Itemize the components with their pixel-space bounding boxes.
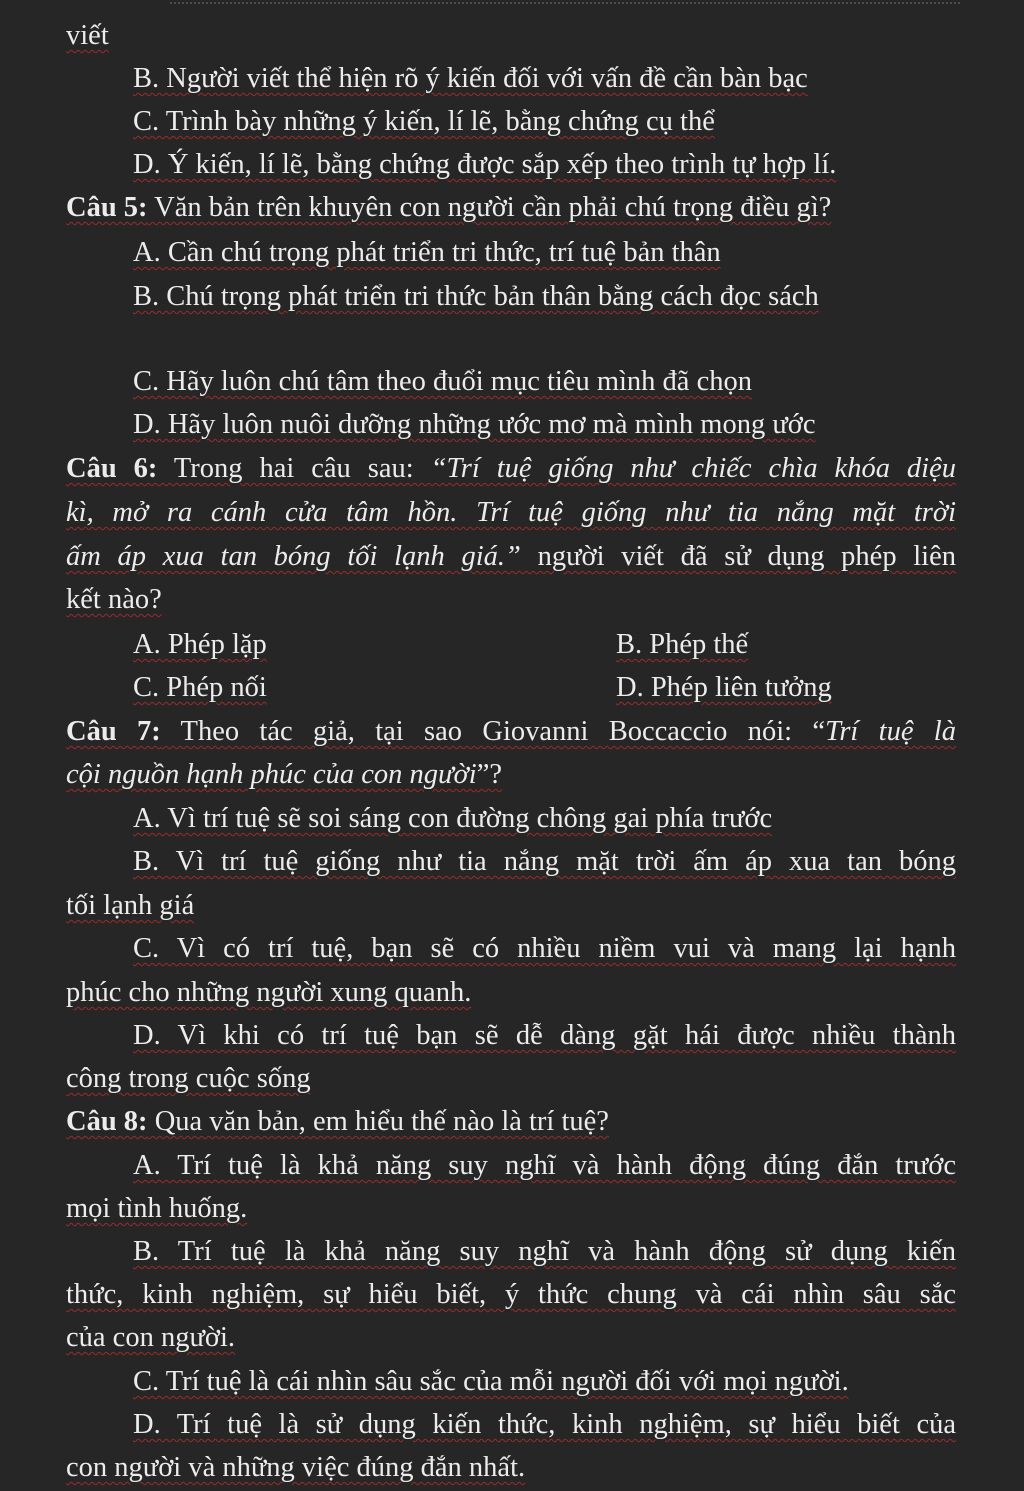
question-label: Câu 8:	[66, 1106, 148, 1137]
q7-option-d-cont: công trong cuộc sống	[66, 1063, 311, 1094]
q7-option-b: B. Vì trí tuệ giống như tia nắng mặt trời ấm áp xua tan bóng	[133, 846, 956, 877]
q8-option-b: B. Trí tuệ là khả năng suy nghĩ và hành động sử dụng kiến	[133, 1236, 956, 1267]
question-6: Câu 6: Trong hai câu sau: “Trí tuệ giống như chiếc chìa khóa diệu	[66, 453, 956, 484]
question-6-cont: kết nào?	[66, 584, 162, 615]
question-7: Câu 7: Theo tác giả, tại sao Giovanni Boccaccio nói: “Trí tuệ là	[66, 716, 956, 747]
q7-option-a: A. Vì trí tuệ sẽ soi sáng con đường chông gai phía trước	[133, 803, 773, 834]
question-6-cont: kì, mở ra cánh cửa tâm hồn. Trí tuệ giống như tia nắng mặt trời	[66, 497, 956, 528]
q8-option-a: A. Trí tuệ là khả năng suy nghĩ và hành động đúng đắn trước	[133, 1150, 956, 1181]
q6-option-d: D. Phép liên tưởng	[616, 672, 832, 703]
q6-option-b: B. Phép thế	[616, 629, 749, 660]
q7-option-c-cont: phúc cho những người xung quanh.	[66, 977, 472, 1008]
q7-option-d: D. Vì khi có trí tuệ bạn sẽ dễ dàng gặt hái được nhiều thành	[133, 1020, 956, 1051]
q5-option-d: D. Hãy luôn nuôi dưỡng những ước mơ mà mình mong ước	[133, 409, 816, 440]
question-label: Câu 7:	[66, 716, 161, 747]
option-d: D. Ý kiến, lí lẽ, bằng chứng được sắp xếp theo trình tự hợp lí.	[133, 149, 837, 180]
q5-option-c: C. Hãy luôn chú tâm theo đuổi mục tiêu mình đã chọn	[133, 366, 752, 397]
q8-option-a-cont: mọi tình huống.	[66, 1193, 248, 1224]
text-line: viết	[66, 20, 109, 51]
q7-option-c: C. Vì có trí tuệ, bạn sẽ có nhiều niềm vui và mang lại hạnh	[133, 933, 956, 964]
q8-option-b-cont: của con người.	[66, 1322, 236, 1353]
q8-option-c: C. Trí tuệ là cái nhìn sâu sắc của mỗi người đối với mọi người.	[133, 1366, 849, 1397]
question-7-cont: cội nguồn hạnh phúc của con người”?	[66, 759, 503, 790]
q6-option-c: C. Phép nối	[133, 672, 267, 703]
question-6-cont: ấm áp xua tan bóng tối lạnh giá.” người viết đã sử dụng phép liên	[66, 541, 956, 572]
q5-option-a: A. Cần chú trọng phát triển tri thức, trí tuệ bản thân	[133, 237, 721, 268]
question-label: Câu 6:	[66, 453, 158, 484]
q7-option-b-cont: tối lạnh giá	[66, 890, 195, 921]
q8-option-d: D. Trí tuệ là sử dụng kiến thức, kinh nghiệm, sự hiểu biết của	[133, 1409, 956, 1440]
question-8: Câu 8: Qua văn bản, em hiểu thế nào là trí tuệ?	[66, 1106, 609, 1137]
cropped-line-remnant	[170, 2, 960, 4]
q5-option-b: B. Chú trọng phát triển tri thức bản thân bằng cách đọc sách	[133, 281, 819, 312]
question-5: Câu 5: Văn bản trên khuyên con người cần phải chú trọng điều gì?	[66, 192, 832, 223]
option-b: B. Người viết thể hiện rõ ý kiến đối với vấn đề cần bàn bạc	[133, 63, 808, 94]
q6-option-a: A. Phép lặp	[133, 629, 267, 660]
q8-option-d-cont: con người và những việc đúng đắn nhất.	[66, 1452, 526, 1483]
question-label: Câu 5:	[66, 192, 148, 223]
option-c: C. Trình bày những ý kiến, lí lẽ, bằng chứng cụ thể	[133, 106, 715, 137]
q8-option-b-cont: thức, kinh nghiệm, sự hiểu biết, ý thức chung và cái nhìn sâu sắc	[66, 1279, 956, 1310]
